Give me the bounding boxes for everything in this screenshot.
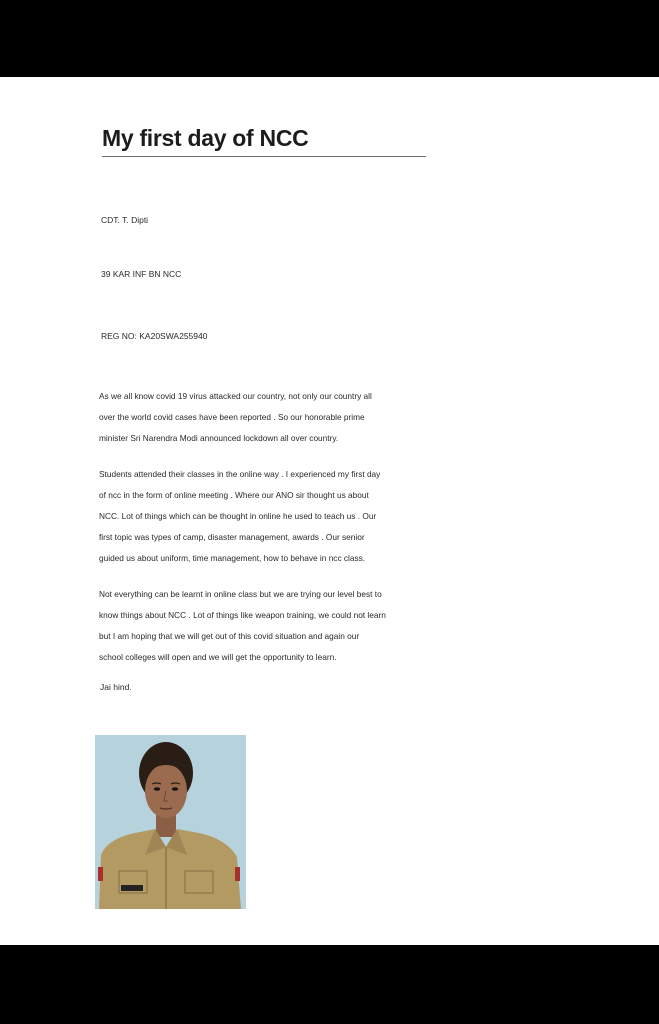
text-line: know things about NCC . Lot of things like weapon training, we could not learn <box>99 610 386 620</box>
closing-salutation: Jai hind. <box>100 682 132 692</box>
text-line: As we all know covid 19 virus attacked our country, not only our country all <box>99 391 372 401</box>
paragraph-intro <box>99 386 429 449</box>
text-line: minister Sri Narendra Modi announced lockdown all over country. <box>99 433 339 443</box>
text-line: guided us about uniform, time management, how to behave in ncc class. <box>99 553 366 563</box>
document-title: My first day of NCC <box>102 125 309 151</box>
text-line: Students attended their classes in the online way . I experienced my first day <box>99 469 381 479</box>
title-underline <box>102 156 426 157</box>
text-line: NCC. Lot of things which can be thought in online he used to teach us . Our <box>99 511 377 521</box>
paragraph-experience <box>99 464 429 569</box>
text-line: but I am hoping that we will get out of this covid situation and again our <box>99 631 360 641</box>
paragraph-conclusion <box>99 584 429 668</box>
cadet-portrait-illustration <box>95 735 246 909</box>
text-line: Not everything can be learnt in online class but we are trying our level best to <box>99 589 382 599</box>
cadet-photo <box>95 735 246 909</box>
unit-name: 39 KAR INF BN NCC <box>101 269 182 279</box>
text-line: school colleges will open and we will get the opportunity to learn. <box>99 652 337 662</box>
text-line: over the world covid cases have been reported . So our honorable prime <box>99 412 365 422</box>
registration-number: REG NO: KA20SWA255940 <box>101 331 208 341</box>
text-line: of ncc in the form of online meeting . Where our ANO sir thought us about <box>99 490 369 500</box>
document-page <box>0 77 659 945</box>
text-line: first topic was types of camp, disaster management, awards . Our senior <box>99 532 365 542</box>
cadet-name: CDT. T. Dipti <box>101 215 149 225</box>
